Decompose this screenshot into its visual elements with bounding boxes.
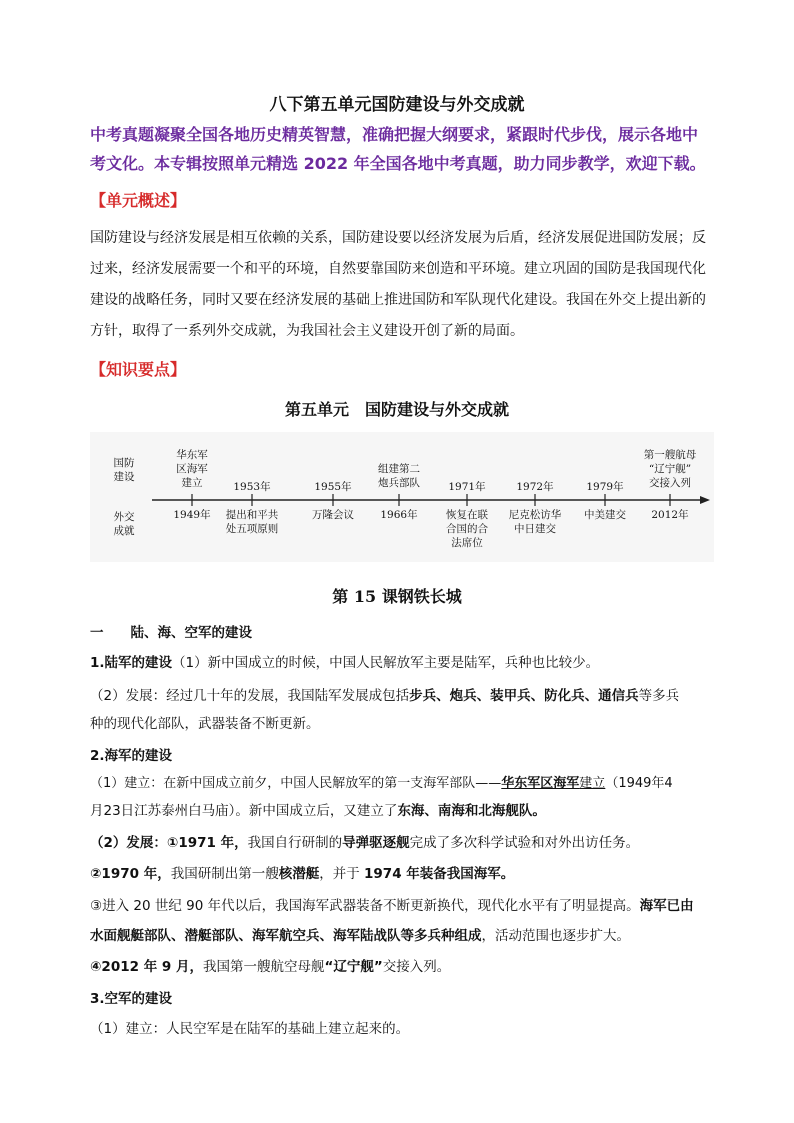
timeline-year-label: 1966年 (380, 509, 418, 521)
page-title: 八下第五单元国防建设与外交成就 (269, 95, 525, 115)
navy-line-1 (90, 769, 715, 798)
navy-line-6 (90, 922, 715, 951)
navy-1971-cont: 完成了多次科学试验和对外出访任务。 (409, 835, 640, 851)
timeline-year-label: 1953年 (233, 481, 271, 493)
timeline-row-label-defense: 国防 建设 (113, 457, 135, 483)
timeline-defense-event: 华东军 区海军 建立 (176, 449, 208, 489)
navy-1970-text: 我国研制出第一艘 (170, 866, 279, 882)
navy-destroyer: 导弹驱逐舰 (342, 835, 410, 851)
intro-text: 中考真题凝聚全国各地历史精英智慧，准确把握大纲要求，紧跟时代步伐，展示各地中考文化。本专辑按照单元精选 2022 年全国各地中考真题，助力同步教学，欢迎下载。 (90, 125, 706, 173)
timeline-defense-event: 组建第二 炮兵部队 (378, 463, 420, 489)
lesson-title: 第 15 课钢铁长城 (332, 587, 462, 606)
timeline-year-label: 2012年 (651, 509, 689, 521)
navy-line-2 (90, 797, 715, 826)
navy-east-china: 华东军区海军 (501, 776, 580, 791)
timeline-diplomacy-event: 万隆会议 (312, 509, 354, 521)
navy-founding-date: （1949年4 (605, 776, 673, 791)
timeline-figure (90, 432, 714, 562)
navy-1971-text: 我国自行研制的 (247, 835, 343, 851)
navy-2012-cont: 交接入列。 (382, 959, 451, 975)
navy-line-7 (90, 953, 715, 982)
navy-line-4 (90, 860, 715, 889)
army-development-text: （2）发展：经过几十年的发展，我国陆军发展成包括 (90, 688, 410, 704)
airforce-line-1: （1）建立：人民空军是在陆军的基础上建立起来的。 (90, 1021, 410, 1037)
navy-line-5 (90, 892, 715, 921)
timeline-year-label: 1949年 (173, 509, 211, 521)
overview-text: 国防建设与经济发展是相互依赖的关系，国防建设要以经济发展为后盾，经济发展促进国防发展；反过来，经济发展需要一个和平的环境，自然要靠国防来创造和平环境。建立巩固的国防是我国现代化建设的战略任务，同时又要在经济发展的基础上推进国防和军队现代化建设。我国在外交上提出新的方针，取得了一系列外交成就，为我国社会主义建设开创了新的局面。 (90, 230, 706, 339)
airforce-subheading: 3.空军的建设 (90, 991, 173, 1007)
navy-line-3 (90, 829, 715, 858)
navy-nuclear-sub: 核潜艇 (278, 866, 320, 882)
timeline-diplomacy-event: 中美建交 (584, 509, 626, 521)
navy-2012-text: 我国第一艘航空母舰 (203, 959, 325, 975)
navy-composed-of: 海军已由 (639, 898, 694, 914)
navy-1970-and: ，并于 (319, 866, 365, 882)
navy-founding-text: （1）建立：在新中国成立前夕，中国人民解放军的第一支海军部队—— (90, 776, 502, 791)
army-subheading: 1.陆军的建设 (90, 655, 173, 671)
overview-heading: 【单元概述】 (90, 191, 187, 210)
timeline-diplomacy-event: 恢复在联 合国的合 法席位 (446, 509, 488, 549)
navy-1974: 1974 年装备我国海军。 (364, 866, 515, 882)
army-line-2 (90, 682, 715, 711)
army-line-1 (90, 649, 715, 678)
navy-liaoning: “辽宁舰” (324, 959, 383, 975)
timeline-defense-event: 第一艘航母 “辽宁舰” 交接入列 (643, 449, 697, 489)
timeline-arrow-icon (700, 496, 710, 504)
navy-founded-word: 建立 (579, 776, 606, 791)
navy-1970: ②1970 年， (90, 866, 171, 882)
army-line-3: 种的现代化部队，武器装备不断更新。 (90, 716, 320, 732)
timeline-diplomacy-event: 尼克松访华 中日建交 (508, 509, 562, 535)
heading-army-navy-airforce: 一 陆、海、空军的建设 (90, 625, 252, 641)
navy-1971: （2）发展：①1971 年， (90, 835, 248, 851)
knowledge-heading: 【知识要点】 (90, 360, 187, 379)
unit-title: 第五单元 国防建设与外交成就 (284, 400, 509, 419)
navy-fleets-text: 月23日江苏泰州白马庙）。新中国成立后，又建立了 (90, 803, 398, 819)
army-development-cont: 等多兵 (638, 688, 680, 704)
army-founding-text: （1）新中国成立的时候，中国人民解放军主要是陆军，兵种也比较少。 (172, 655, 600, 671)
navy-range-text: ，活动范围也逐步扩大。 (481, 928, 630, 944)
timeline-diplomacy-event: 提出和平共 处五项原则 (225, 509, 279, 535)
navy-fleets: 东海、南海和北海舰队。 (397, 803, 546, 819)
navy-branches: 水面舰艇部队、潜艇部队、海军航空兵、海军陆战队等多兵种组成 (90, 928, 482, 944)
timeline-row-label-diplomacy: 外交 成就 (113, 511, 135, 537)
army-branches: 步兵、炮兵、装甲兵、防化兵、通信兵 (409, 688, 639, 704)
timeline-year-label: 1955年 (314, 481, 352, 493)
navy-1990s-text: ③进入 20 世纪 90 年代以后，我国海军武器装备不断更新换代，现代化水平有了明显提高。 (90, 898, 640, 914)
timeline-year-label: 1972年 (516, 481, 554, 493)
timeline-year-label: 1979年 (586, 481, 624, 493)
timeline-year-label: 1971年 (448, 481, 486, 493)
navy-2012: ④2012 年 9 月， (90, 959, 203, 975)
navy-subheading: 2.海军的建设 (90, 748, 173, 764)
